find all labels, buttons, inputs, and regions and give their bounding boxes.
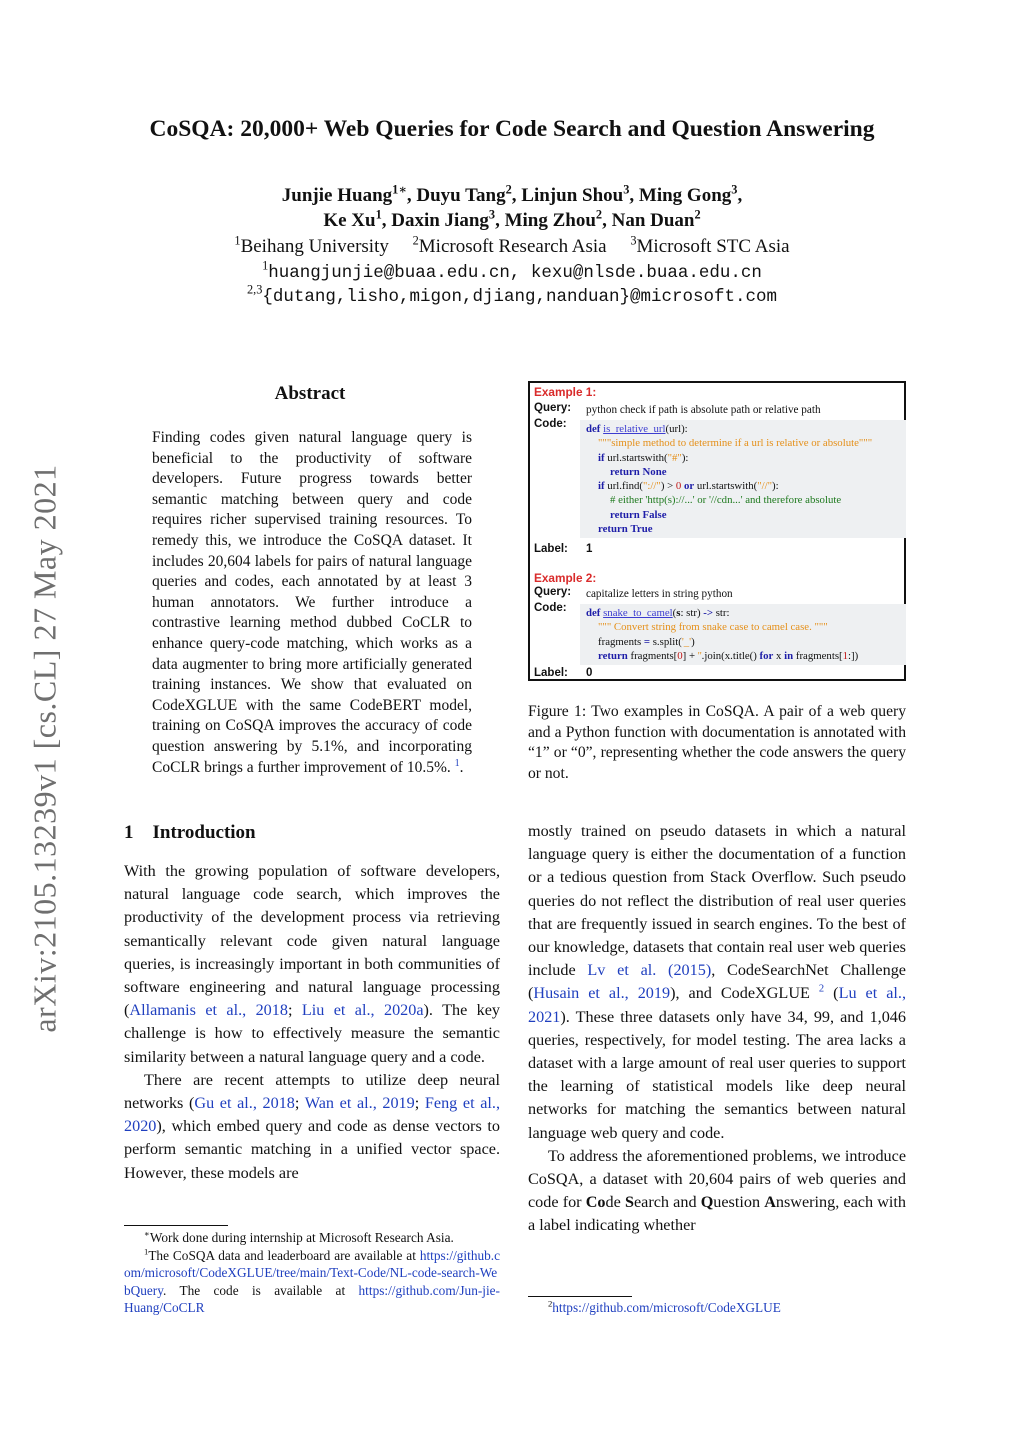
keyword: False [642, 508, 667, 521]
number: 1 [842, 649, 849, 662]
citation-link[interactable]: Lu et al., 2021 [528, 984, 906, 1026]
footnote-text: The CoSQA data and leaderboard are available at [148, 1247, 420, 1263]
paragraph [124, 860, 500, 1069]
code-text: url.find( [604, 480, 643, 493]
query-key: Query: [534, 586, 572, 598]
docstring: """simple method to determine if a url is relative or absolute""" [598, 437, 873, 450]
code-text: :]) [848, 649, 859, 662]
author-sup: 3 [623, 182, 630, 197]
text: mostly trained on pseudo datasets in which a natural language query is either the documentation of a function or a tedious question from Stack Overflow. Such pseudo queries do not reflect the distribution of real user queries that are frequently issued in search engines. To the best of our knowledge, datasets that contain real user web queries include [528, 822, 906, 980]
citation-link[interactable]: Liu et al., 2020a [301, 1001, 424, 1020]
text: ; [287, 1001, 302, 1020]
keyword: return [610, 508, 640, 521]
citation-link[interactable]: Husain et al., 2019 [533, 984, 671, 1003]
affiliations [0, 233, 1024, 258]
keyword: if [598, 451, 605, 464]
paragraph [124, 1069, 500, 1185]
author-sup: 3 [731, 182, 738, 197]
email-sup: 2,3 [246, 282, 263, 297]
footnote-rule [528, 1296, 632, 1297]
author-sup: 2 [595, 207, 603, 222]
footnote-text: Work done during internship at Microsoft Research Asia. [149, 1230, 454, 1245]
text: ). These three datasets only have 34, 99, and 1,046 queries, respectively, for model testing. The area lacks a dataset with a large amount of real user queries to support the learning of statistical models like deep neural networks for matching the semantics between natural language web query and code. [528, 1007, 906, 1142]
text: nswering, each with a label indicating whether [528, 1193, 906, 1235]
footnote-mark: 2 [547, 1298, 553, 1309]
text: ( [824, 984, 839, 1003]
code-text: x [773, 649, 785, 662]
abstract-body [152, 428, 472, 778]
author: Nan Duan [611, 210, 695, 231]
bold-letter: Co [585, 1193, 606, 1212]
code-text: fragments [598, 635, 644, 648]
text: To address the aforementioned problems, we introduce CoSQA, a dataset with 20,604 pairs of web queries and code for [528, 1146, 906, 1212]
email: {dutang,lisho,migon,djiang,nanduan}@microsoft.com [262, 287, 778, 307]
section-heading [124, 822, 256, 844]
author-sup: 3 [488, 207, 496, 222]
figure-1 [528, 381, 906, 681]
figure-caption: Figure 1: Two examples in CoSQA. A pair of a web query and a Python function with documentation is annotated with “1” or “0”, representing whether the code answers the query or not. [528, 703, 906, 782]
keyword: for [759, 649, 774, 662]
keyword: def [586, 423, 601, 435]
code-text: ] + [682, 649, 698, 662]
bold-letter: Q [700, 1193, 714, 1212]
code-text: fragments[ [627, 649, 678, 662]
code-text: (url): [665, 423, 688, 435]
citation-link[interactable]: Feng et al., 2020 [124, 1094, 500, 1136]
code-text: .join(x.title() [701, 649, 760, 662]
code-text: url.startswith( [694, 480, 758, 493]
abstract-end: . [459, 758, 464, 776]
string: '_' [681, 635, 692, 648]
example-1-title: Example 1: [534, 385, 597, 399]
email-sup: 1 [262, 258, 269, 273]
citation-link[interactable]: Wan et al., 2019 [304, 1094, 415, 1113]
number: 0 [677, 649, 683, 662]
paper-title: CoSQA: 20,000+ Web Queries for Code Search and Question Answering [149, 116, 875, 142]
keyword: or [684, 480, 695, 493]
string: "//" [757, 480, 773, 493]
paragraph [528, 820, 906, 1145]
aff-sup: 1 [234, 233, 241, 248]
affiliation: Microsoft Research Asia [418, 236, 607, 257]
bold-letter: S [624, 1193, 634, 1212]
code-line [586, 522, 906, 536]
author: Ming Gong [638, 185, 732, 206]
footnote-link[interactable]: 1 [454, 757, 460, 769]
text: With the growing population of software developers, natural language code search, which improves the productivity of the development process via retrieving semantically relevant code given natural language queries, is increasingly important in both communities of software engineering and natural language processing ( [124, 862, 500, 1020]
string: "#" [667, 451, 682, 464]
email-line-2 [0, 282, 1024, 307]
code-key: Code: [534, 602, 567, 614]
paragraph [528, 1145, 906, 1238]
code-text: : str) [680, 607, 704, 619]
code-line [586, 465, 906, 479]
label-key: Label: [534, 543, 568, 555]
code-text: str: [713, 607, 730, 619]
code-text: s [676, 607, 681, 619]
code-line [586, 508, 906, 522]
number: 0 [675, 480, 682, 493]
code-text: url.startswith( [604, 451, 668, 464]
author: Ke Xu [323, 210, 376, 231]
code-line [586, 479, 906, 493]
function-name: is_relative_url [603, 423, 666, 435]
author-sup: 2 [694, 207, 701, 222]
operator: -> [703, 607, 714, 619]
footnote-link[interactable]: 2 [818, 984, 825, 996]
keyword: return [610, 465, 640, 478]
keyword: in [784, 649, 794, 662]
abstract-text: Finding codes given natural language query is beneficial to the productivity of software developers. Future progress towards better semantic matching between query and code requires richer supervised training resources. To remedy this, we introduce the CoSQA dataset. It includes 20,604 labels for pairs of natural language queries and codes, each annotated by at least 3 human annotators. We further introduce a contrastive learning method dubbed CoCLR to enhance query-code matching, which works as a data augmenter to bring more artificially generated training instances. We show that evaluated on CodeXGLUE with the same CodeBERT model, training on CoSQA improves the accuracy of code question answering by 5.1%, and incorporating CoCLR brings a further improvement of 10.5%. [152, 429, 472, 776]
code-line [586, 606, 906, 620]
author-line-2: Ke Xu$^1$, Daxin Jiang$^3$, Ming Zhou$^2$, Nan Duan$^2$ [323, 207, 701, 231]
docstring: """ Convert string from snake case to camel case. """ [598, 621, 828, 634]
code-text: ): [772, 480, 779, 493]
intro-left-column [124, 860, 500, 1185]
author-sup: 2 [505, 182, 512, 197]
citation-link[interactable]: Gu et al., 2018 [194, 1094, 295, 1113]
author: Ming Zhou [504, 210, 596, 231]
citation-link[interactable]: Lv et al. (2015) [587, 961, 712, 980]
author: Junjie Huang [281, 185, 393, 206]
keyword: None [642, 465, 667, 478]
citation-link[interactable]: Allamanis et al., 2018 [129, 1001, 288, 1020]
example-2-title: Example 2: [534, 571, 597, 585]
email: huangjunjie@buaa.edu.cn, kexu@nlsde.buaa.edu.cn [268, 263, 762, 283]
text: There are recent attempts to utilize deep neural networks ( [124, 1070, 500, 1113]
author: Duyu Tang [416, 185, 506, 206]
label-key: Label: [534, 667, 568, 679]
aff-sup: 2 [412, 233, 419, 248]
affiliation: Beihang University [240, 236, 389, 257]
text: ), which embed query and code as dense vectors to perform semantic matching in a unified vector space. However, these models are [124, 1117, 500, 1182]
code-key: Code: [534, 418, 567, 430]
code-line [586, 451, 906, 465]
email-line-1 [0, 258, 1024, 283]
footnote-url-link[interactable]: https://github.com/microsoft/CodeXGLUE [552, 1300, 781, 1315]
footnote-mark: ∗ [144, 1228, 150, 1239]
text: ; [414, 1094, 425, 1113]
text: de [605, 1193, 625, 1212]
text: , CodeSearchNet Challenge ( [528, 961, 906, 1003]
example-1-label: 1 [586, 543, 593, 555]
footnote-url-link[interactable]: https://github.com/microsoft/CodeXGLUE/tree/main/Text-Code/NL-code-search-WebQuery [124, 1247, 500, 1298]
keyword: return [598, 523, 628, 536]
intro-right-column [528, 820, 906, 1238]
keyword: def [586, 607, 601, 619]
code-line [586, 436, 906, 450]
code-text: ( [672, 607, 677, 619]
author-sup: 1∗ [392, 182, 407, 197]
footnote-right [528, 1299, 781, 1316]
string: "://" [643, 480, 661, 493]
author: Linjun Shou [521, 185, 624, 206]
footnote [124, 1247, 500, 1317]
keyword: True [630, 523, 653, 536]
example-1-code [580, 420, 906, 538]
text: ). The key challenge is how to effectively measure the semantic similarity between a natural language query and a code. [124, 1001, 501, 1066]
code-line [586, 635, 906, 649]
aff-sup: 3 [630, 233, 637, 248]
footnote-rule [124, 1225, 228, 1226]
code-text: s.split( [650, 635, 682, 648]
example-2-query: capitalize letters in string python [586, 588, 733, 600]
code-text: fragments[ [793, 649, 843, 662]
code-line [586, 422, 906, 436]
author-sup: 1 [375, 207, 382, 222]
footnote-text: . The code is available at [163, 1282, 359, 1298]
code-text: ): [681, 451, 689, 464]
query-key: Query: [534, 402, 572, 414]
footnote-url-link[interactable]: https://github.com/Jun-jie-Huang/CoCLR [124, 1282, 500, 1315]
section-title: Introduction [152, 822, 256, 843]
text: ), and CodeXGLUE [670, 984, 819, 1003]
footnote [124, 1229, 500, 1247]
code-line [586, 620, 906, 634]
code-text: ) > [660, 480, 676, 493]
code-line [586, 649, 906, 663]
arxiv-stamp: arXiv:2105.13239v1 [cs.CL] 27 May 2021 [26, 464, 63, 1033]
function-name: snake_to_camel [603, 607, 673, 619]
example-1-query: python check if path is absolute path or relative path [586, 404, 821, 416]
code-line [586, 493, 906, 507]
example-2-code [580, 604, 906, 665]
code-text: ) [691, 635, 695, 648]
author: Daxin Jiang [391, 210, 489, 231]
affiliation: Microsoft STC Asia [636, 236, 790, 257]
footnotes-left [124, 1229, 500, 1317]
comment: # either 'http(s)://...' or '//cdn...' and therefore absolute [610, 494, 842, 507]
section-number: 1 [124, 822, 134, 843]
string: '' [697, 649, 702, 662]
text: uestion [713, 1193, 765, 1212]
operator: = [643, 635, 651, 648]
text: ; [294, 1094, 305, 1113]
author-line-1: Junjie Huang$^{1∗}$, Duyu Tang$^2$, Linjun Shou$^3$, Ming Gong$^3$, [281, 182, 743, 206]
bold-letter: A [764, 1193, 776, 1212]
abstract-heading: Abstract [274, 383, 346, 404]
keyword: if [598, 480, 605, 493]
keyword: return [598, 649, 628, 662]
text: earch and [633, 1193, 701, 1212]
example-2-label: 0 [586, 667, 593, 679]
footnote-mark: 1 [144, 1246, 149, 1257]
